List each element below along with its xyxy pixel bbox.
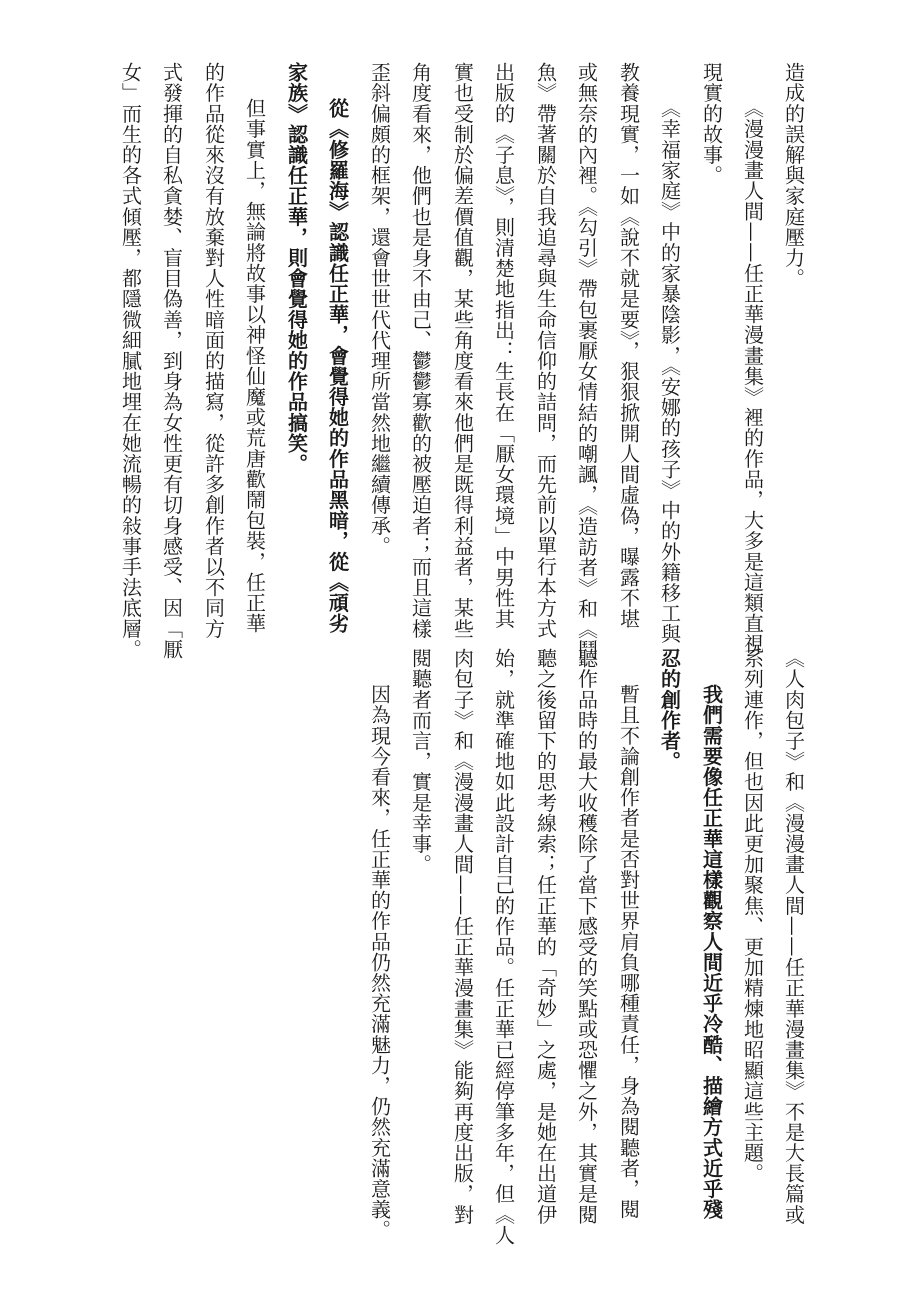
text-column: 但事實上，無論將故事以神怪仙魔或荒唐歡鬧包裝，任正華 <box>242 98 267 634</box>
text-column: 系列連作，但也因此更加聚焦、更加精煉地昭顯這些主題。 <box>740 648 765 1184</box>
text-column: 《人肉包子》和《漫漫畫人間——任正華漫畫集》不是大長篇或 <box>781 648 806 1225</box>
text-column: 式發揮的自私貪婪、盲目偽善，到身為女性更有切身感受、因「厭 <box>159 62 184 660</box>
text-column: 現實的故事。 <box>699 62 724 186</box>
text-column: 《漫漫畫人間——任正華漫畫集》裡的作品，大多是這類直視 <box>740 98 765 655</box>
text-column: 聽作品時的最大收穫除了當下感受的笑點或恐懼之外，其實是閱 <box>574 648 599 1225</box>
text-column: 《幸福家庭》中的家暴陰影，《安娜的孩子》中的外籍移工與 <box>657 98 682 645</box>
text-column: 魚》帶著關於自我追尋與生命信仰的詰問，而先前以單行本方式 <box>533 62 558 639</box>
text-column: 出版的《子息》，則清楚地指出：生長在「厭女環境」中男性其 <box>491 62 516 629</box>
bold-heading-column: 從《修羅海》認識任正華，會覺得她的作品黑暗，從《頑劣 <box>325 98 350 634</box>
text-column: 的作品從來沒有放棄對人性暗面的描寫，從許多創作者以不同方 <box>201 62 226 639</box>
text-column: 教養現實，一如《說不就是要》，狠狠掀開人間虛偽，曝露不堪 <box>616 62 641 629</box>
text-column: 女」而生的各式傾壓，都隱微細膩地埋在她流暢的敍事手法底層。 <box>118 62 143 660</box>
text-column: 聽之後留下的思考線索；任正華的「奇妙」之處，是她在出道伊 <box>533 648 558 1225</box>
text-column: 因為現今看來，任正華的作品仍然充滿魅力，仍然充滿意義。 <box>367 684 392 1241</box>
text-column: 歪斜偏頗的框架，還會世世代代理所當然地繼續傳承。 <box>367 62 392 557</box>
bold-heading-column: 我們需要像任正華這樣觀察人間近乎冷酷、描繪方式近乎殘 <box>699 684 724 1220</box>
text-column: 或無奈的內裡。《勾引》帶包裹厭女情結的嘲諷，《造訪者》和《鬥 <box>574 62 599 660</box>
text-column: 始，就準確地如此設計自己的作品。任正華已經停筆多年，但《人 <box>491 648 516 1246</box>
text-column: 實也受制於偏差價值觀，某些角度看來他們是既得利益者，某些 <box>450 62 475 639</box>
text-column: 閱聽者而言，實是幸事。 <box>408 648 433 875</box>
bold-heading-column: 家族》認識任正華，則會覺得她的作品搞笑。 <box>284 62 309 474</box>
text-column: 暫且不論創作者是否對世界肩負哪種責任，身為閱聽者，閱 <box>616 684 641 1220</box>
text-column: 肉包子》和《漫漫畫人間——任正華漫畫集》能夠再度出版，對 <box>450 648 475 1225</box>
text-column: 角度看來，他們也是身不由己、鬱鬱寡歡的被壓迫者；而且這樣 <box>408 62 433 639</box>
bold-heading-column: 忍的創作者。 <box>657 648 682 772</box>
text-column: 造成的誤解與家庭壓力。 <box>781 62 806 289</box>
